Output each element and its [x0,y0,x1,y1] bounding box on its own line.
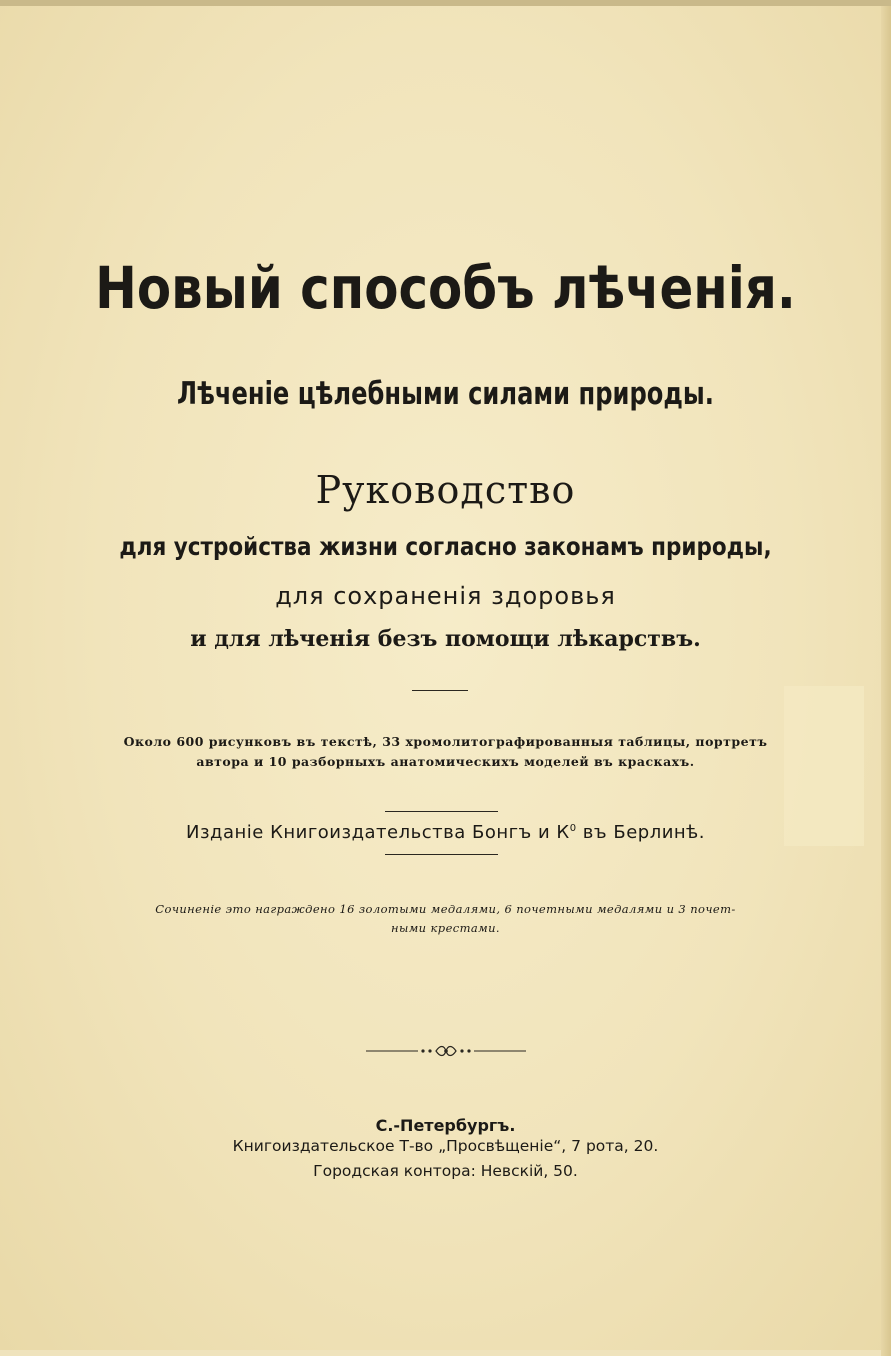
edition-rule-top [385,811,498,812]
imprint-publisher: Книгоиздательское Т-во „Просвѣщеніе“, 7 рота, 20. [232,1137,659,1155]
edition-line [0,822,891,843]
imprint-office: Городская контора: Невскій, 50. [313,1162,578,1180]
illustrations-line-1: Около 600 рисунковъ въ текстѣ, 33 хромолитографированныя таблицы, портретъ [123,734,768,749]
edition-text: Изданіе Книгоиздательства Бонгъ и К [186,822,570,843]
illustrations-line-2: автора и 10 разборныхъ анатомическихъ моделей въ краскахъ. [196,754,695,769]
edition-superscript: 0 [569,823,577,834]
imprint-city: С.-Петербургъ. [375,1116,516,1135]
divider-rule [412,690,468,691]
awards-line-2: ными крестами. [391,921,500,935]
awards-note [0,900,891,938]
edition-end: въ Берлинѣ. [576,822,705,843]
awards-line-1: Сочиненіе это награждено 16 золотыми медалями, 6 почетными медалями и 3 почет- [155,902,736,916]
illustrations-note [0,732,891,772]
edition-rule-bottom [385,854,498,855]
guide-heading: Руководство [315,468,576,512]
purpose-line-1: для устройства жизни согласно законамъ природы, [119,532,772,561]
purpose-line-3: и для лѣченія безъ помощи лѣкарствъ. [190,626,701,652]
fleuron-ornament-icon [366,1043,526,1059]
book-title: Новый способъ лѣченія. [95,254,796,322]
book-subtitle: Лѣченіе цѣлебными силами природы. [177,376,714,412]
purpose-line-2: для сохраненія здоровья [275,582,616,610]
